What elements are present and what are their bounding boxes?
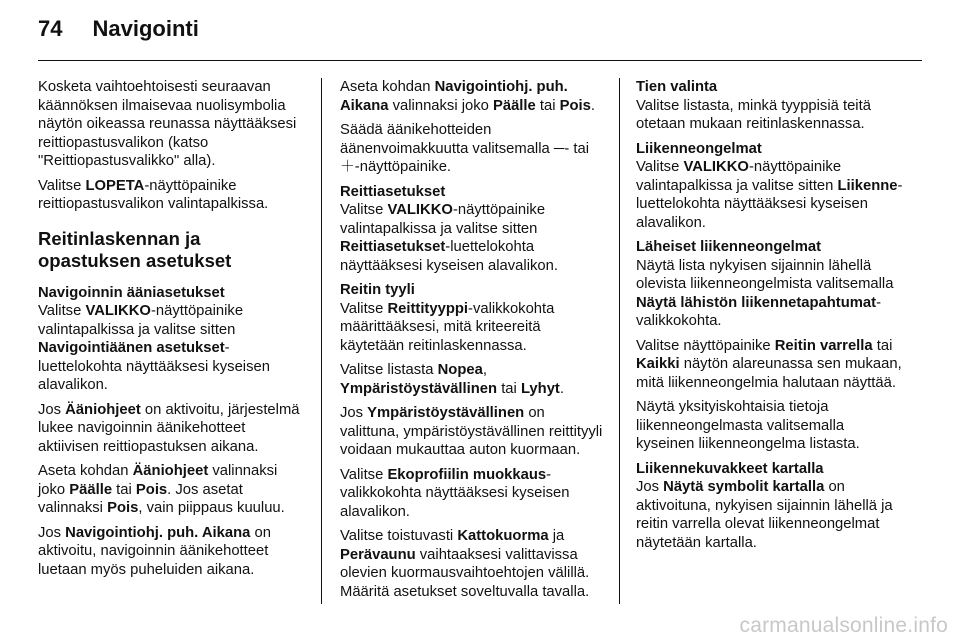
paragraph: Valitse LOPETA-näyttöpainike reittiopastusvalikon valintapalkissa. xyxy=(38,177,269,212)
paragraph: Jos Navigointiohj. puh. Aikana on aktivoitu, navigoinnin äänikehotteet luetaan myös puheluiden aikana. xyxy=(38,524,271,578)
paragraph: Valitse VALIKKO-näyttöpainike valintapalkissa ja valitse sitten Liikenne-luettelokohta näyttääksesi kyseisen alavalikon. xyxy=(636,159,903,231)
paragraph: Säädä äänikehotteiden äänenvoimakkuutta valitsemalla ─- tai ＋-näyttöpainike. xyxy=(340,122,589,175)
paragraph: Jos Ympäristöystävällinen on valittuna, ympäristöystävällinen reittityyli voidaan mukauttaa auton kuormaan. xyxy=(340,405,603,458)
watermark: carmanualsonline.info xyxy=(739,614,948,637)
subheading: Navigoinnin ääniasetukset xyxy=(38,284,225,301)
paragraph: Valitse näyttöpainike Reitin varrella tai Kaikki näytön alareunassa sen mukaan, mitä liikenneongelmia halutaan näyttää. xyxy=(636,337,902,391)
column-2 xyxy=(340,78,606,607)
column-1 xyxy=(38,78,304,585)
header-divider xyxy=(38,60,922,61)
subheading: Reitin tyyli xyxy=(340,282,415,298)
paragraph: Valitse Reittityyppi-valikkokohta määrittääksesi, mitä kriteereitä käytetään reitinlaskennassa. xyxy=(340,300,555,354)
column-divider-1 xyxy=(321,78,322,604)
section-heading: Reitinlaskennan ja opastuksen asetukset xyxy=(38,227,232,271)
page-header xyxy=(38,16,199,56)
paragraph: Valitse toistuvasti Kattokuorma ja Perävaunu vaihtaaksesi valittavissa olevien kuormausvaihtoehtojen välillä. Määritä asetukset soveltuvalla tavalla. xyxy=(340,528,590,600)
paragraph: Valitse VALIKKO-näyttöpainike valintapalkissa ja valitse sitten Navigointiäänen asetukset-luettelokohta näyttääksesi kyseisen alavalikon. xyxy=(38,303,270,393)
subheading: Tien valinta xyxy=(636,79,718,95)
paragraph: Aseta kohdan Navigointiohj. puh. Aikana valinnaksi joko Päälle tai Pois. xyxy=(340,79,595,114)
paragraph: Jos Ääniohjeet on aktivoitu, järjestelmä lukee navigoinnin äänikehotteet aktiivisen reittiopastuksen aikana. xyxy=(38,401,300,455)
paragraph: Valitse VALIKKO-näyttöpainike valintapalkissa ja valitse sitten Reittiasetukset-luettelokohta näyttääksesi kyseisen alavalikon. xyxy=(340,202,558,274)
subheading: Liikenneongelmat xyxy=(636,140,762,157)
paragraph: Kosketa vaihtoehtoisesti seuraavan käännöksen ilmaisevaa nuolisymbolia näytön oikeassa reunassa näyttääksesi reittiopastusvalikon (katso "Reittiopastusvalikko" alla). xyxy=(38,79,297,169)
column-divider-2 xyxy=(619,78,620,604)
paragraph: Jos Näytä symbolit kartalla on aktivoituna, nykyisen sijainnin lähellä ja reitin varrella olevat liikenneongelmat näytetään kartalla. xyxy=(636,479,893,551)
page-title: Navigointi xyxy=(92,16,199,41)
subheading: Liikennekuvakkeet kartalla xyxy=(636,460,824,477)
paragraph: Valitse listasta Nopea, Ympäristöystävällinen tai Lyhyt. xyxy=(340,362,564,397)
paragraph: Näytä yksityiskohtaisia tietoja liikenneongelmasta valitsemalla kyseinen liikenneongelma listasta. xyxy=(636,399,860,452)
subheading: Reittiasetukset xyxy=(340,183,446,200)
page-number: 74 xyxy=(38,16,63,41)
paragraph: Näytä lista nykyisen sijainnin lähellä olevista liikenneongelmista valitsemalla Näytä lähistön liikennetapahtumat-valikkokohta. xyxy=(636,257,894,329)
paragraph: Aseta kohdan Ääniohjeet valinnaksi joko Päälle tai Pois. Jos asetat valinnaksi Pois, vain piippaus kuuluu. xyxy=(38,463,285,516)
column-3 xyxy=(636,78,906,558)
subheading: Läheiset liikenneongelmat xyxy=(636,239,822,255)
paragraph: Valitse Ekoprofiilin muokkaus-valikkokohta näyttääksesi kyseisen alavalikon. xyxy=(340,466,570,520)
paragraph: Valitse listasta, minkä tyyppisiä teitä otetaan mukaan reitinlaskennassa. xyxy=(636,97,871,132)
